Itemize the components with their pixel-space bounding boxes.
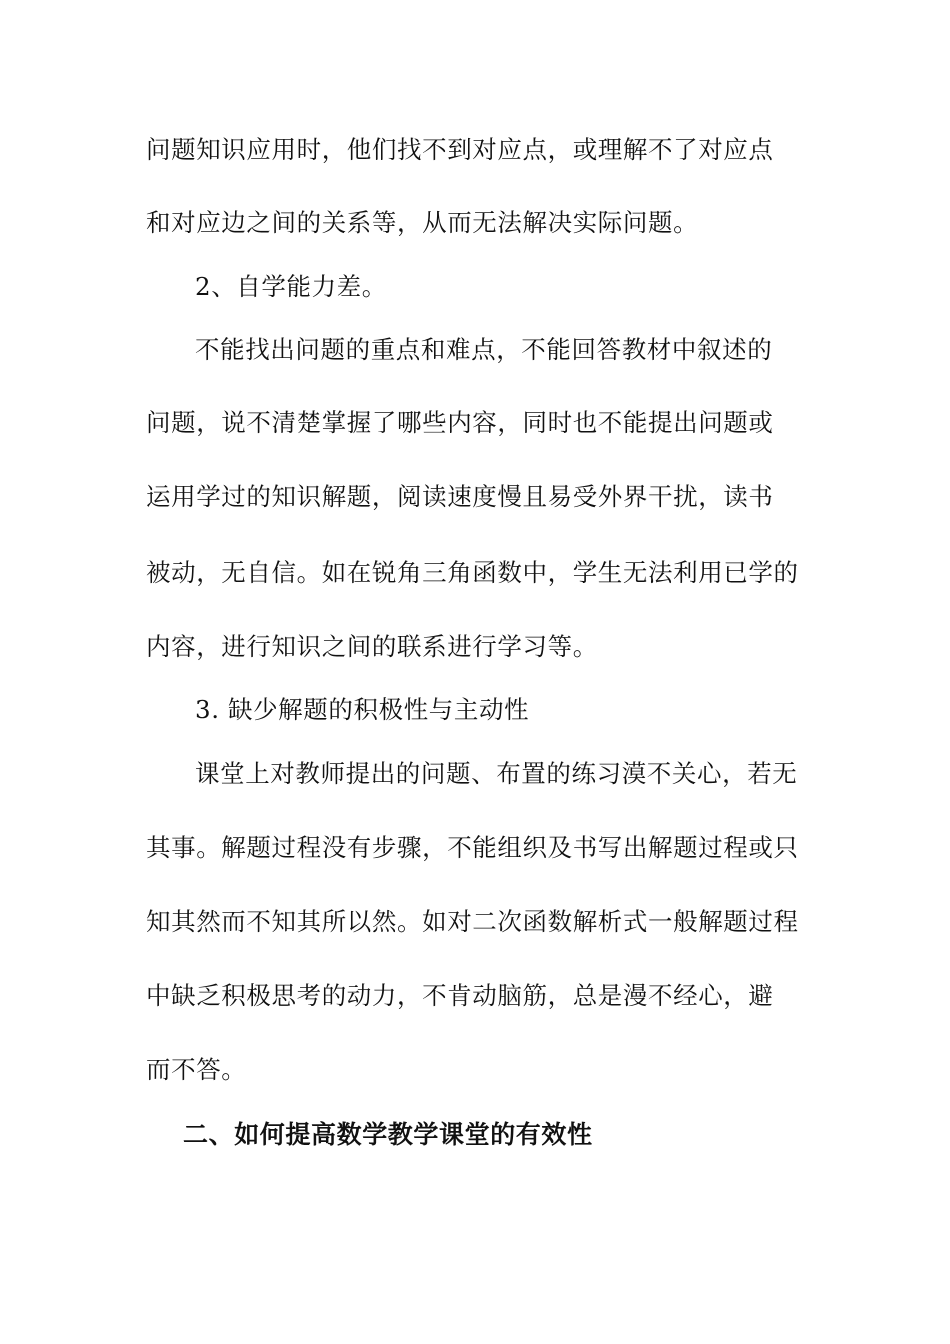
body-text-line: 中缺乏积极思考的动力，不肯动脑筋，总是漫不经心，避: [146, 981, 774, 1010]
body-text-line: 和对应边之间的关系等，从而无法解决实际问题。: [146, 208, 699, 237]
list-item-heading: 2、自学能力差。: [195, 272, 387, 301]
body-text-line: 运用学过的知识解题，阅读速度慢且易受外界干扰，读书: [146, 482, 774, 511]
body-text-line: 不能找出问题的重点和难点，不能回答教材中叙述的: [195, 335, 773, 364]
body-text-line: 其事。解题过程没有步骤，不能组织及书写出解题过程或只: [146, 833, 799, 862]
body-text-line: 课堂上对教师提出的问题、布置的练习漠不关心，若无: [195, 759, 798, 788]
section-heading: 二、如何提高数学教学课堂的有效性: [183, 1120, 593, 1149]
body-text-line: 问题，说不清楚掌握了哪些内容，同时也不能提出问题或: [146, 408, 774, 437]
body-text-line: 内容，进行知识之间的联系进行学习等。: [146, 632, 598, 661]
body-text-line: 问题知识应用时，他们找不到对应点，或理解不了对应点: [146, 135, 774, 164]
body-text-line: 知其然而不知其所以然。如对二次函数解析式一般解题过程: [146, 907, 799, 936]
body-text-line: 而不答。: [146, 1055, 247, 1084]
list-item-heading: 3. 缺少解题的积极性与主动性: [195, 695, 530, 724]
body-text-line: 被动，无自信。如在锐角三角函数中，学生无法利用已学的: [146, 558, 799, 587]
